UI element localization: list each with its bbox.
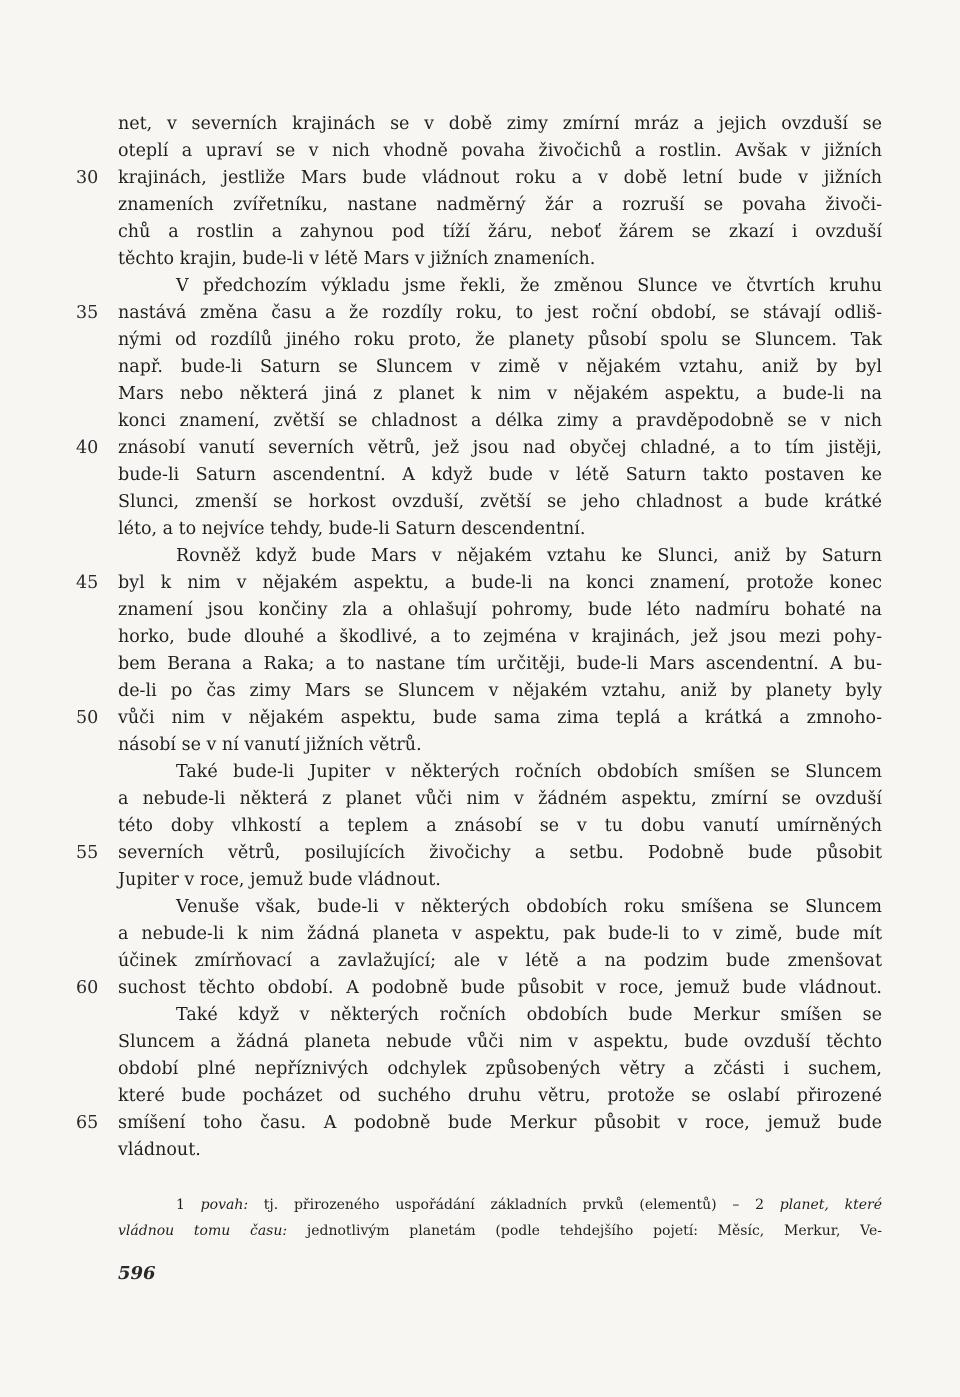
text-line: Také když v některých ročních obdobích bude Merkur smíšen se xyxy=(176,1005,882,1025)
footnote-number: 1 xyxy=(176,1197,185,1213)
text-line: de-li po čas zimy Mars se Sluncem v nějakém vztahu, aniž by planety byly xyxy=(118,681,882,701)
text-line: znameních zvířetníku, nastane nadměrný žár a rozruší se povaha živoči- xyxy=(118,195,882,215)
text-line: této doby vlhkostí a teplem a znásobí se v tu dobu vanutí umírněných xyxy=(118,816,882,836)
text-line: smíšení toho času. A podobně bude Merkur působit v roce, jemuž bude xyxy=(118,1113,882,1133)
footnote-line-1 xyxy=(176,1192,882,1218)
text-line: krajinách, jestliže Mars bude vládnout roku a v době letní bude v jižních xyxy=(118,168,882,188)
text-line: bude-li Saturn ascendentní. A když bude v létě Saturn takto postaven ke xyxy=(118,465,882,485)
footnote-text: jednotlivým planetám (podle tehdejšího pojetí: Měsíc, Merkur, Ve- xyxy=(287,1223,882,1239)
line-number: 45 xyxy=(76,573,99,593)
text-line: těchto krajin, bude-li v létě Mars v jižních znameních. xyxy=(118,249,596,269)
text-line: násobí se v ní vanutí jižních větrů. xyxy=(118,735,422,755)
text-line: znásobí vanutí severních větrů, jež jsou nad obyčej chladné, a to tím jistěji, xyxy=(118,438,882,458)
text-line: vůči nim v nějakém aspektu, bude sama zima teplá a krátká a zmnoho- xyxy=(118,708,882,728)
text-line: suchost těchto období. A podobně bude působit v roce, jemuž bude vládnout. xyxy=(118,978,882,998)
footnote-line-2 xyxy=(118,1218,882,1244)
text-line: Rovněž když bude Mars v nějakém vztahu ke Slunci, aniž by Saturn xyxy=(176,546,882,566)
text-line: konci znamení, zvětší se chladnost a délka zimy a pravděpodobně se v nich xyxy=(118,411,882,431)
text-line: Slunci, zmenší se horkost ovzduší, zvětší se jeho chladnost a bude krátké xyxy=(118,492,882,512)
text-line: účinek zmírňovací a zavlažující; ale v létě a na podzim bude zmenšovat xyxy=(118,951,882,971)
text-line: léto, a to nejvíce tehdy, bude-li Saturn descendentní. xyxy=(118,519,586,539)
line-number: 40 xyxy=(76,438,99,458)
page-number: 596 xyxy=(118,1263,156,1284)
text-line: horko, bude dlouhé a škodlivé, a to zejména v krajinách, jež jsou mezi pohy- xyxy=(118,627,882,647)
text-line: a nebude-li k nim žádná planeta v aspektu, pak bude-li to v zimě, bude mít xyxy=(118,924,882,944)
text-line: Venuše však, bude-li v některých obdobích roku smíšena se Sluncem xyxy=(176,897,882,917)
text-line: V předchozím výkladu jsme řekli, že změnou Slunce ve čtvrtích kruhu xyxy=(176,276,882,296)
text-line: nými od rozdílů jiného roku proto, že planety působí spolu se Sluncem. Tak xyxy=(118,330,882,350)
text-line: byl k nim v nějakém aspektu, a bude-li na konci znamení, protože konec xyxy=(118,573,882,593)
text-line: období plné nepříznivých odchylek způsobených větry a zčásti i suchem, xyxy=(118,1059,882,1079)
footnote-term: planet, které xyxy=(779,1197,882,1213)
text-line: Také bude-li Jupiter v některých ročních obdobích smíšen se Sluncem xyxy=(176,762,882,782)
text-line: chů a rostlin a zahynou pod tíží žáru, neboť žárem se zkazí i ovzduší xyxy=(118,222,882,242)
text-line: a nebude-li některá z planet vůči nim v žádném aspektu, zmírní se ovzduší xyxy=(118,789,882,809)
text-line: znamení jsou končiny zla a ohlašují pohromy, bude léto nadmíru bohaté na xyxy=(118,600,882,620)
text-line: které bude pocházet od suchého druhu větru, protože se oslabí přirozené xyxy=(118,1086,882,1106)
text-line: bem Berana a Raka; a to nastane tím určitěji, bude-li Mars ascendentní. A bu- xyxy=(118,654,882,674)
footnote-term: povah: xyxy=(200,1197,249,1213)
text-line: severních větrů, posilujících živočichy a setbu. Podobně bude působit xyxy=(118,843,882,863)
line-number: 30 xyxy=(76,168,99,188)
line-number: 50 xyxy=(76,708,99,728)
text-line: Sluncem a žádná planeta nebude vůči nim v aspektu, bude ovzduší těchto xyxy=(118,1032,882,1052)
text-line: oteplí a upraví se v nich vhodně povaha živočichů a rostlin. Avšak v jižních xyxy=(118,141,882,161)
line-number: 65 xyxy=(76,1113,99,1133)
text-line: Jupiter v roce, jemuž bude vládnout. xyxy=(118,870,441,890)
text-line: net, v severních krajinách se v době zimy zmírní mráz a jejich ovzduší se xyxy=(118,114,882,134)
footnote-term: vládnou tomu času: xyxy=(118,1223,288,1239)
text-line: např. bude-li Saturn se Sluncem v zimě v nějakém vztahu, aniž by byl xyxy=(118,357,882,377)
text-line: nastává změna času a že rozdíly roku, to jest roční období, se stávají odliš- xyxy=(118,303,882,323)
line-number: 55 xyxy=(76,843,99,863)
text-line: Mars nebo některá jiná z planet k nim v nějakém aspektu, a bude-li na xyxy=(118,384,882,404)
text-line: vládnout. xyxy=(118,1140,201,1160)
line-number: 35 xyxy=(76,303,99,323)
line-number: 60 xyxy=(76,978,99,998)
footnote-text: tj. přirozeného uspořádání základních prvků (elementů) – 2 xyxy=(248,1197,780,1213)
